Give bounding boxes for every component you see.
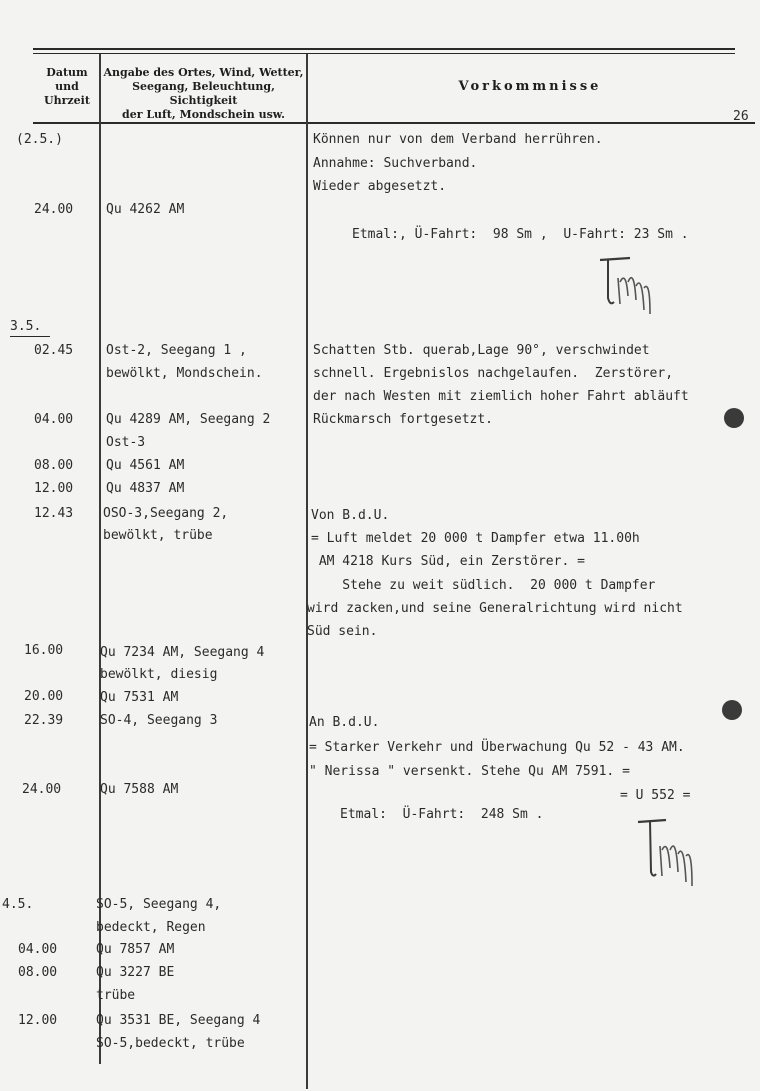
location-text: SO-5, Seegang 4, <box>96 897 222 912</box>
location-text: Qu 4837 AM <box>106 481 185 496</box>
location-text: bewölkt, Mondschein. <box>106 366 263 381</box>
punch-hole-mark <box>724 408 744 428</box>
handwritten-signature-icon <box>636 816 700 890</box>
header-col2-line2: Seegang, Beleuchtung, Sichtigkeit <box>132 80 275 107</box>
punch-hole-mark <box>722 700 742 720</box>
location-text: Qu 7234 AM, Seegang 4 <box>100 645 265 660</box>
location-text: SO-5,bedeckt, trübe <box>96 1036 245 1051</box>
event-text: An B.d.U. <box>309 715 380 730</box>
event-text: Wieder abgesetzt. <box>313 179 447 194</box>
handwritten-signature-icon <box>596 252 660 318</box>
location-text: Ost-2, Seegang 1 , <box>106 343 247 358</box>
top-rule-thin <box>33 53 735 54</box>
event-text: Stehe zu weit südlich. 20 000 t Dampfer <box>311 578 656 593</box>
entry-time: 24.00 <box>34 202 74 217</box>
event-text: = Luft meldet 20 000 t Dampfer etwa 11.00h <box>311 531 640 546</box>
event-text: = Starker Verkehr und Überwachung Qu 52 - 43 AM. <box>309 740 685 755</box>
header-location-weather <box>102 66 305 122</box>
date-underline <box>10 336 50 337</box>
event-text: AM 4218 Kurs Süd, ein Zerstörer. = <box>311 554 585 569</box>
location-text: Qu 4561 AM <box>106 458 185 473</box>
location-text: Ost-3 <box>106 435 146 450</box>
location-text: Qu 3531 BE, Seegang 4 <box>96 1013 261 1028</box>
event-text: Annahme: Suchverband. <box>313 156 478 171</box>
location-text: Qu 7857 AM <box>96 942 175 957</box>
location-text: trübe <box>96 988 136 1003</box>
entry-time: 22.39 <box>24 713 64 728</box>
location-text: bewölkt, diesig <box>100 667 218 682</box>
location-text: SO-4, Seegang 3 <box>100 713 218 728</box>
location-text: Qu 7588 AM <box>100 782 179 797</box>
entry-time: 04.00 <box>18 942 58 957</box>
event-text: wird zacken,und seine Generalrichtung wird nicht <box>307 601 683 616</box>
entry-time: 12.00 <box>34 481 74 496</box>
entry-time: 08.00 <box>18 965 58 980</box>
entry-time: 04.00 <box>34 412 74 427</box>
entry-time: (2.5.) <box>16 132 63 147</box>
header-col2-line1: Angabe des Ortes, Wind, Wetter, <box>103 66 304 79</box>
entry-date: 3.5. <box>10 319 42 334</box>
column-divider-2 <box>306 54 308 1089</box>
location-text: bewölkt, trübe <box>103 528 213 543</box>
event-text: Schatten Stb. querab,Lage 90°, verschwindet <box>313 343 650 358</box>
location-text: OSO-3,Seegang 2, <box>103 506 229 521</box>
event-text: " Nerissa " versenkt. Stehe Qu AM 7591. = <box>309 764 630 779</box>
event-text: = U 552 = <box>620 788 691 803</box>
top-rule <box>33 48 735 50</box>
event-text: der nach Westen mit ziemlich hoher Fahrt abläuft <box>313 389 689 404</box>
entry-time: 08.00 <box>34 458 74 473</box>
location-text: bedeckt, Regen <box>96 920 206 935</box>
entry-date: 4.5. <box>2 897 34 912</box>
page-number: 26 <box>733 109 749 124</box>
entry-time: 12.00 <box>18 1013 58 1028</box>
entry-time: 24.00 <box>22 782 62 797</box>
location-text: Qu 4262 AM <box>106 202 185 217</box>
entry-time: 12.43 <box>34 506 74 521</box>
header-events: Vorkommnisse <box>458 79 602 94</box>
header-date-time <box>36 66 98 108</box>
event-text: schnell. Ergebnislos nachgelaufen. Zerstörer, <box>313 366 674 381</box>
event-text: Rückmarsch fortgesetzt. <box>313 412 494 427</box>
header-bottom-rule <box>33 122 755 124</box>
event-text: Etmal:, Ü-Fahrt: 98 Sm , U-Fahrt: 23 Sm . <box>352 227 689 242</box>
header-col1-line3: Uhrzeit <box>44 94 90 107</box>
header-col2-line3: der Luft, Mondschein usw. <box>122 108 285 121</box>
entry-time: 20.00 <box>24 689 64 704</box>
header-col1-line1: Datum <box>46 66 88 79</box>
event-text: Süd sein. <box>307 624 378 639</box>
header-col1-line2: und <box>55 80 79 93</box>
location-text: Qu 4289 AM, Seegang 2 <box>106 412 271 427</box>
event-text: Von B.d.U. <box>311 508 390 523</box>
event-text: Können nur von dem Verband herrühren. <box>313 132 603 147</box>
event-text: Etmal: Ü-Fahrt: 248 Sm . <box>340 807 544 822</box>
entry-time: 02.45 <box>34 343 74 358</box>
entry-time: 16.00 <box>24 643 64 658</box>
location-text: Qu 3227 BE <box>96 965 175 980</box>
location-text: Qu 7531 AM <box>100 690 179 705</box>
